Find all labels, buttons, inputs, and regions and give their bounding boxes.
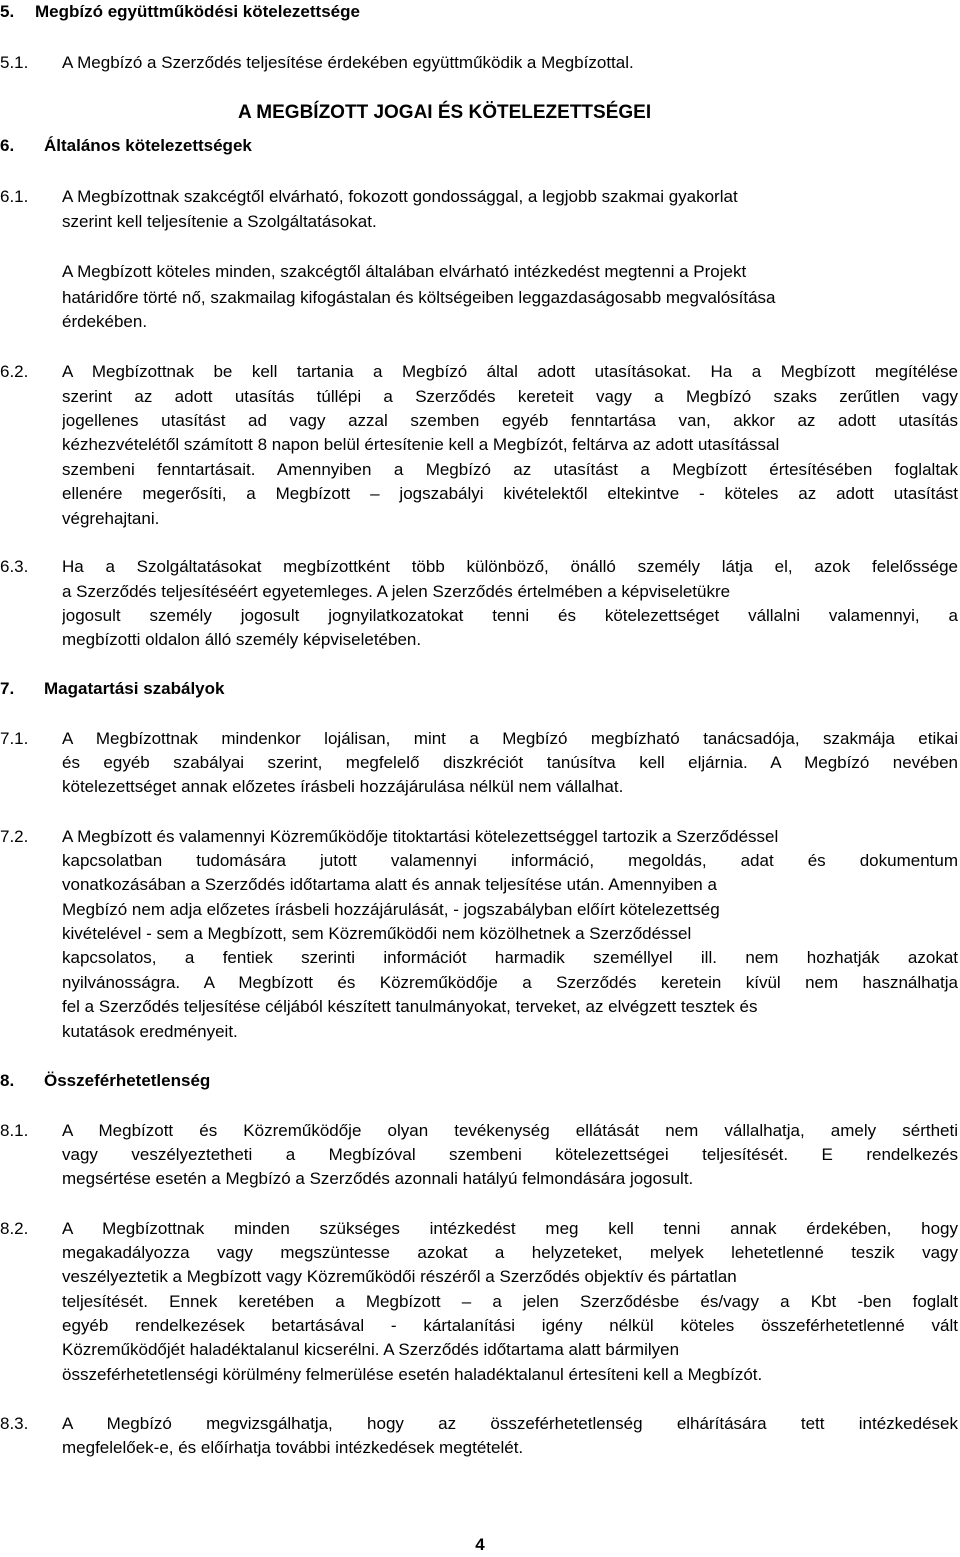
paragraph-line: egyéb rendelkezések betartásával - kártalanítási igény nélkül köteles összeférhetetlenné vált xyxy=(62,1316,958,1335)
paragraph-line: határidőre törté nő, szakmailag kifogástalan és költségeiben leggazdaságosabb megvalósítása xyxy=(62,288,776,307)
chapter-heading: A MEGBÍZOTT JOGAI ÉS KÖTELEZETTSÉGEI xyxy=(238,102,652,123)
section-8-3-number: 8.3. xyxy=(0,1414,29,1433)
paragraph-line: érdekében. xyxy=(62,312,148,331)
paragraph-line: kivételével - sem a Megbízott, sem Közreműködői nem közölhetnek a Szerződéssel xyxy=(62,924,692,943)
paragraph-line: vagy veszélyeztetheti a Megbízóval szembeni kötelezettségei teljesítését. E rendelkezés xyxy=(62,1145,958,1164)
section-8-1-number: 8.1. xyxy=(0,1121,29,1140)
page-number: 4 xyxy=(475,1535,485,1554)
paragraph-line: megfelelőek-e, és előírhatja további intézkedések megtételét. xyxy=(62,1438,524,1457)
paragraph-line: Közreműködőjét haladéktalanul kicserélni. A Szerződés időtartama alatt bármilyen xyxy=(62,1340,680,1359)
paragraph-line: A Megbízott köteles minden, szakcégtől általában elvárható intézkedést megtenni a Projekt xyxy=(62,262,747,281)
section-5-title: Megbízó együttműködési kötelezettsége xyxy=(35,2,360,21)
section-5-1-number: 5.1. xyxy=(0,53,29,72)
paragraph-line: végrehajtani. xyxy=(62,509,160,528)
paragraph-line: veszélyeztetik a Megbízott vagy Közreműködői részéről a Szerződés objektív és pártatlan xyxy=(62,1267,737,1286)
paragraph-line: kézhezvételétől számított 8 napon belül értesítenie kell a Megbízót, feltárva az adott utasítással xyxy=(62,435,780,454)
section-6-number: 6. xyxy=(0,136,15,155)
paragraph-line: a Szerződés teljesítéséért egyetemleges. A jelen Szerződés értelmében a képviseletükre xyxy=(62,582,731,601)
section-8-number: 8. xyxy=(0,1071,15,1090)
section-7-2-number: 7.2. xyxy=(0,827,29,846)
paragraph-line: Ha a Szolgáltatásokat megbízottként több különböző, önálló személy látja el, azok felelőssége xyxy=(62,557,958,576)
paragraph-line: fel a Szerződés teljesítése céljából készített tanulmányokat, terveket, az elvégzett tesztek és xyxy=(62,997,758,1016)
paragraph-line: vonatkozásában a Szerződés időtartama alatt és annak teljesítése után. Amennyiben a xyxy=(62,875,717,894)
paragraph-line: A Megbízottnak szakcégtől elvárható, fokozott gondossággal, a legjobb szakmai gyakorlat xyxy=(62,187,738,206)
paragraph-line: szerint az adott utasítás túllépi a Szerződés kereteit vagy a Megbízó szaks zerűtlen vagy xyxy=(62,387,958,406)
section-7-title: Magatartási szabályok xyxy=(44,679,225,698)
section-6-1-number: 6.1. xyxy=(0,187,29,206)
paragraph-line: A Megbízottnak minden szükséges intézkedést meg kell tenni annak érdekében, hogy xyxy=(62,1219,958,1238)
paragraph-line: szerint kell teljesítenie a Szolgáltatásokat. xyxy=(62,212,377,231)
paragraph-line: kapcsolatos, a fentiek szerinti információt harmadik személlyel ill. nem hozhatják azokat xyxy=(62,948,958,967)
paragraph-line: A Megbízó megvizsgálhatja, hogy az összeférhetetlenség elhárítására tett intézkedések xyxy=(62,1414,958,1433)
paragraph-line: Megbízó nem adja előzetes írásbeli hozzájárulását, - jogszabályban előírt kötelezettség xyxy=(62,900,720,919)
section-5-number: 5. xyxy=(0,2,15,21)
paragraph-line: megbízotti oldalon álló személy képviseletében. xyxy=(62,630,422,649)
section-6-title: Általános kötelezettségek xyxy=(44,136,252,155)
section-6-2-number: 6.2. xyxy=(0,362,29,381)
paragraph-line: A Megbízott és valamennyi Közreműködője titoktartási kötelezettséggel tartozik a Szerződéssel xyxy=(62,827,779,846)
paragraph-line: és egyéb szabályai szerint, megfelelő diszkréciót tanúsítva kell eljárnia. A Megbízó nevében xyxy=(62,753,958,772)
paragraph-line: A Megbízottnak mindenkor lojálisan, mint a Megbízó megbízható tanácsadója, szakmája etikai xyxy=(62,729,958,748)
section-7-number: 7. xyxy=(0,679,15,698)
paragraph-line: teljesítését. Ennek keretében a Megbízott – a jelen Szerződésbe és/vagy a Kbt -ben foglalt xyxy=(62,1292,958,1311)
paragraph-line: A Megbízottnak be kell tartania a Megbízó által adott utasításokat. Ha a Megbízott megítélése xyxy=(62,362,958,381)
section-6-3-number: 6.3. xyxy=(0,557,29,576)
paragraph-line: kapcsolatban tudomására jutott valamennyi információ, megoldás, adat és dokumentum xyxy=(62,851,958,870)
paragraph-line: szembeni fenntartásait. Amennyiben a Megbízó az utasítást a Megbízott értesítésében foglaltak xyxy=(62,460,958,479)
paragraph-line: jogosult személy jogosult jognyilatkozatokat tenni és kötelezettséget vállalni valamennyi, a xyxy=(62,606,958,625)
paragraph-line: kutatások eredményeit. xyxy=(62,1022,238,1041)
paragraph-line: jogellenes utasítást ad vagy azzal szemben egyéb fenntartása van, akkor az adott utasítás xyxy=(62,411,958,430)
paragraph-line: összeférhetetlenségi körülmény felmerülése esetén haladéktalanul értesíteni kell a Megbízót. xyxy=(62,1365,763,1384)
paragraph-line: A Megbízó a Szerződés teljesítése érdekében együttműködik a Megbízottal. xyxy=(62,53,634,72)
paragraph-line: nyilvánosságra. A Megbízott és Közreműködője a Szerződés keretein kívül nem használhatja xyxy=(62,973,958,992)
paragraph-line: ellenére megerősíti, a Megbízott – jogszabályi kivételektől eltekintve - köteles az adott utasítást xyxy=(62,484,958,503)
section-7-1-number: 7.1. xyxy=(0,729,29,748)
section-8-title: Összeférhetetlenség xyxy=(44,1071,211,1090)
section-8-2-number: 8.2. xyxy=(0,1219,29,1238)
paragraph-line: megsértése esetén a Megbízó a Szerződés azonnali hatályú felmondására jogosult. xyxy=(62,1169,694,1188)
paragraph-line: A Megbízott és Közreműködője olyan tevékenység ellátását nem vállalhatja, amely sértheti xyxy=(62,1121,958,1140)
paragraph-line: megakadályozza vagy megszüntesse azokat a helyzeteket, melyek lehetetlenné teszik vagy xyxy=(62,1243,958,1262)
paragraph-line: kötelezettséget annak előzetes írásbeli hozzájárulása nélkül nem vállalhat. xyxy=(62,777,624,796)
